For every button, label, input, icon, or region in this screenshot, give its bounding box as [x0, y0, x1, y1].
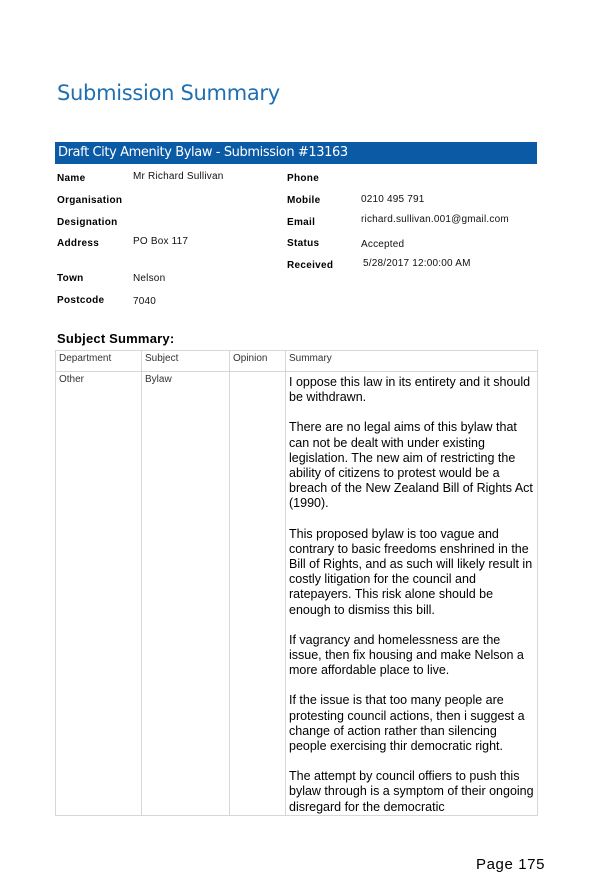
page-number: Page 175 [476, 856, 546, 873]
column-header-opinion: Opinion [230, 351, 286, 372]
address-value: PO Box 117 [133, 236, 189, 247]
table-row [56, 372, 538, 816]
designation-label: Designation [57, 217, 118, 228]
summary-paragraph: The attempt by council offiers to push this bylaw through is a symptom of their ongoing disregard for the democratic [289, 769, 534, 814]
postcode-label: Postcode [57, 295, 105, 306]
submission-banner: Draft City Amenity Bylaw - Submission #13163 [55, 142, 537, 164]
received-value: 5/28/2017 12:00:00 AM [363, 258, 471, 269]
summary-paragraph: I oppose this law in its entirety and it should be withdrawn. [289, 375, 531, 405]
opinion-cell [230, 372, 286, 816]
organisation-label: Organisation [57, 195, 123, 206]
summary-cell [286, 372, 538, 816]
summary-paragraph: There are no legal aims of this bylaw that can not be dealt with under existing legislation. The new aim of restricting the ability of citizens to protest would be a breach of the New Zealand Bill of Rights Act (1990). [289, 420, 533, 511]
town-value: Nelson [133, 273, 166, 284]
status-value: Accepted [361, 239, 405, 250]
summary-paragraph: If the issue is that too many people are protesting council actions, then i suggest a change of action rather than silencing people exercising thir democratic right. [289, 693, 525, 754]
column-header-subject: Subject [142, 351, 230, 372]
subject-cell: Bylaw [142, 372, 230, 816]
column-header-department: Department [56, 351, 142, 372]
email-label: Email [287, 217, 316, 228]
table-header-row [56, 351, 538, 372]
received-label: Received [287, 260, 334, 271]
town-label: Town [57, 273, 84, 284]
phone-label: Phone [287, 173, 320, 184]
column-header-summary: Summary [286, 351, 538, 372]
mobile-value: 0210 495 791 [361, 194, 425, 205]
address-label: Address [57, 238, 100, 249]
mobile-label: Mobile [287, 195, 321, 206]
subject-summary-heading: Subject Summary: [57, 331, 175, 346]
name-value: Mr Richard Sullivan [133, 171, 224, 182]
subject-summary-table [55, 350, 538, 816]
page-title: Submission Summary [57, 81, 280, 105]
department-cell: Other [56, 372, 142, 816]
email-value: richard.sullivan.001@gmail.com [361, 214, 509, 225]
summary-paragraph: This proposed bylaw is too vague and contrary to basic freedoms enshrined in the Bill of Rights, and as such will likely result in costly litigation for the council and ratepayers. This risk alone should be enough to dismiss this bill. [289, 526, 533, 617]
name-label: Name [57, 173, 86, 184]
status-label: Status [287, 238, 320, 249]
summary-paragraph: If vagrancy and homelessness are the issue, then fix housing and make Nelson a more affordable place to live. [289, 632, 524, 678]
postcode-value: 7040 [133, 296, 157, 307]
